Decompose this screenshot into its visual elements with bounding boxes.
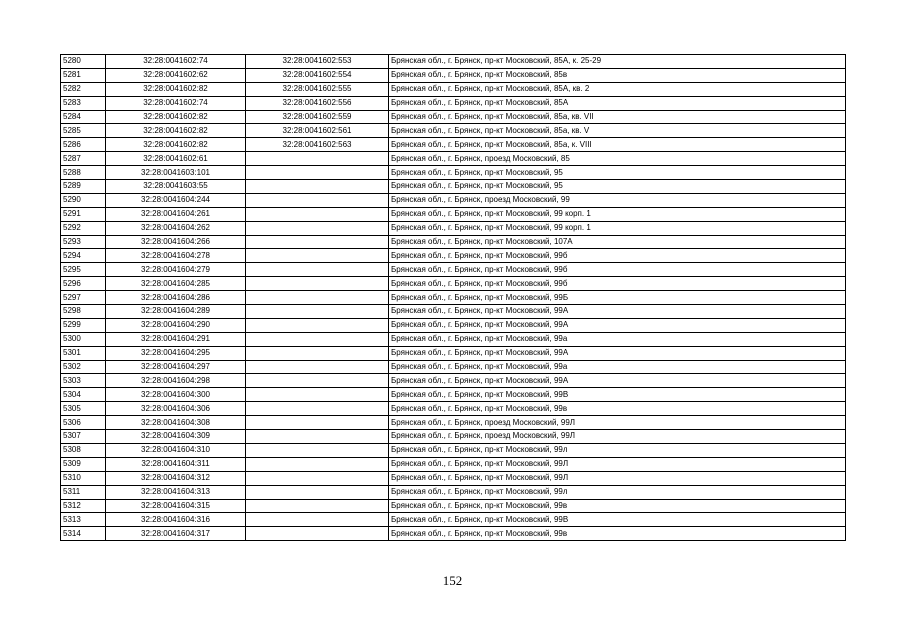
row-number-cell: 5312: [61, 499, 106, 513]
table-row: [61, 360, 846, 374]
address-cell: Брянская обл., г. Брянск, пр-кт Московский, 99а: [389, 332, 846, 346]
address-cell: Брянская обл., г. Брянск, пр-кт Московский, 85А, кв. 2: [389, 82, 846, 96]
page-number: 152: [442, 573, 463, 588]
table-row: [61, 82, 846, 96]
cadastral-number-cell: 32:28:0041604:262: [106, 221, 246, 235]
table-row: [61, 346, 846, 360]
address-cell: Брянская обл., г. Брянск, пр-кт Московский, 99л: [389, 443, 846, 457]
premises-cadastral-number-cell: [246, 416, 389, 430]
table-row: [61, 193, 846, 207]
premises-cadastral-number-cell: [246, 513, 389, 527]
premises-cadastral-number-cell: [246, 207, 389, 221]
cadastral-number-cell: 32:28:0041604:317: [106, 527, 246, 541]
row-number-cell: 5288: [61, 166, 106, 180]
row-number-cell: 5284: [61, 110, 106, 124]
table-row: [61, 305, 846, 319]
cadastral-number-cell: 32:28:0041604:244: [106, 193, 246, 207]
row-number-cell: 5297: [61, 291, 106, 305]
row-number-cell: 5280: [61, 55, 106, 69]
address-cell: Брянская обл., г. Брянск, пр-кт Московский, 99л: [389, 485, 846, 499]
row-number-cell: 5283: [61, 96, 106, 110]
address-cell: Брянская обл., г. Брянск, пр-кт Московский, 99б: [389, 263, 846, 277]
premises-cadastral-number-cell: [246, 263, 389, 277]
premises-cadastral-number-cell: [246, 277, 389, 291]
premises-cadastral-number-cell: [246, 221, 389, 235]
cadastral-number-cell: 32:28:0041604:308: [106, 416, 246, 430]
table-row: [61, 68, 846, 82]
row-number-cell: 5311: [61, 485, 106, 499]
row-number-cell: 5299: [61, 318, 106, 332]
row-number-cell: 5287: [61, 152, 106, 166]
premises-cadastral-number-cell: 32:28:0041602:559: [246, 110, 389, 124]
premises-cadastral-number-cell: 32:28:0041602:555: [246, 82, 389, 96]
row-number-cell: 5313: [61, 513, 106, 527]
row-number-cell: 5282: [61, 82, 106, 96]
premises-cadastral-number-cell: [246, 318, 389, 332]
address-cell: Брянская обл., г. Брянск, пр-кт Московский, 99б: [389, 277, 846, 291]
row-number-cell: 5295: [61, 263, 106, 277]
row-number-cell: 5293: [61, 235, 106, 249]
cadastral-number-cell: 32:28:0041602:74: [106, 96, 246, 110]
address-cell: Брянская обл., г. Брянск, пр-кт Московский, 85в: [389, 68, 846, 82]
cadastral-number-cell: 32:28:0041604:295: [106, 346, 246, 360]
cadastral-number-cell: 32:28:0041602:61: [106, 152, 246, 166]
address-cell: Брянская обл., г. Брянск, пр-кт Московский, 99А: [389, 318, 846, 332]
row-number-cell: 5285: [61, 124, 106, 138]
premises-cadastral-number-cell: [246, 402, 389, 416]
cadastral-number-cell: 32:28:0041604:290: [106, 318, 246, 332]
cadastral-number-cell: 32:28:0041604:279: [106, 263, 246, 277]
premises-cadastral-number-cell: 32:28:0041602:563: [246, 138, 389, 152]
cadastral-number-cell: 32:28:0041602:82: [106, 82, 246, 96]
table-row: [61, 277, 846, 291]
cadastral-number-cell: 32:28:0041604:315: [106, 499, 246, 513]
premises-cadastral-number-cell: 32:28:0041602:554: [246, 68, 389, 82]
cadastral-number-cell: 32:28:0041604:261: [106, 207, 246, 221]
row-number-cell: 5307: [61, 430, 106, 444]
cadastral-number-cell: 32:28:0041604:312: [106, 471, 246, 485]
premises-cadastral-number-cell: [246, 291, 389, 305]
address-cell: Брянская обл., г. Брянск, пр-кт Московский, 99Б: [389, 291, 846, 305]
table-row: [61, 138, 846, 152]
premises-cadastral-number-cell: [246, 430, 389, 444]
address-cell: Брянская обл., г. Брянск, пр-кт Московский, 99а: [389, 360, 846, 374]
address-cell: Брянская обл., г. Брянск, пр-кт Московский, 99Л: [389, 457, 846, 471]
address-cell: Брянская обл., г. Брянск, пр-кт Московский, 99В: [389, 513, 846, 527]
cadastral-number-cell: 32:28:0041602:82: [106, 138, 246, 152]
premises-cadastral-number-cell: [246, 374, 389, 388]
row-number-cell: 5302: [61, 360, 106, 374]
table-row: [61, 443, 846, 457]
row-number-cell: 5300: [61, 332, 106, 346]
premises-cadastral-number-cell: 32:28:0041602:561: [246, 124, 389, 138]
premises-cadastral-number-cell: [246, 471, 389, 485]
address-cell: Брянская обл., г. Брянск, проезд Московский, 99Л: [389, 416, 846, 430]
address-cell: Брянская обл., г. Брянск, пр-кт Московский, 99В: [389, 388, 846, 402]
premises-cadastral-number-cell: [246, 527, 389, 541]
row-number-cell: 5314: [61, 527, 106, 541]
row-number-cell: 5304: [61, 388, 106, 402]
address-cell: Брянская обл., г. Брянск, пр-кт Московский, 99б: [389, 249, 846, 263]
cadastral-number-cell: 32:28:0041602:82: [106, 124, 246, 138]
property-registry-table: [60, 54, 846, 541]
row-number-cell: 5290: [61, 193, 106, 207]
table-row: [61, 124, 846, 138]
table-row: [61, 180, 846, 194]
cadastral-number-cell: 32:28:0041603:101: [106, 166, 246, 180]
row-number-cell: 5281: [61, 68, 106, 82]
row-number-cell: 5309: [61, 457, 106, 471]
table-row: [61, 249, 846, 263]
premises-cadastral-number-cell: [246, 457, 389, 471]
address-cell: Брянская обл., г. Брянск, пр-кт Московский, 99А: [389, 346, 846, 360]
row-number-cell: 5286: [61, 138, 106, 152]
table-row: [61, 110, 846, 124]
table-row: [61, 374, 846, 388]
cadastral-number-cell: 32:28:0041604:289: [106, 305, 246, 319]
address-cell: Брянская обл., г. Брянск, пр-кт Московский, 85а, кв. VII: [389, 110, 846, 124]
premises-cadastral-number-cell: [246, 152, 389, 166]
table-row: [61, 235, 846, 249]
premises-cadastral-number-cell: [246, 346, 389, 360]
row-number-cell: 5303: [61, 374, 106, 388]
cadastral-number-cell: 32:28:0041604:266: [106, 235, 246, 249]
table-row: [61, 55, 846, 69]
cadastral-number-cell: 32:28:0041604:311: [106, 457, 246, 471]
address-cell: Брянская обл., г. Брянск, пр-кт Московский, 99А: [389, 305, 846, 319]
table-row: [61, 485, 846, 499]
cadastral-number-cell: 32:28:0041604:291: [106, 332, 246, 346]
premises-cadastral-number-cell: [246, 485, 389, 499]
address-cell: Брянская обл., г. Брянск, пр-кт Московский, 85а, к. VIII: [389, 138, 846, 152]
address-cell: Брянская обл., г. Брянск, пр-кт Московский, 85А: [389, 96, 846, 110]
row-number-cell: 5306: [61, 416, 106, 430]
cadastral-number-cell: 32:28:0041604:298: [106, 374, 246, 388]
table-row: [61, 388, 846, 402]
table-row: [61, 457, 846, 471]
premises-cadastral-number-cell: [246, 305, 389, 319]
premises-cadastral-number-cell: [246, 332, 389, 346]
registry-table-body: [61, 55, 846, 541]
address-cell: Брянская обл., г. Брянск, пр-кт Московский, 85а, кв. V: [389, 124, 846, 138]
cadastral-number-cell: 32:28:0041602:82: [106, 110, 246, 124]
table-row: [61, 318, 846, 332]
table-row: [61, 527, 846, 541]
row-number-cell: 5289: [61, 180, 106, 194]
cadastral-number-cell: 32:28:0041604:285: [106, 277, 246, 291]
cadastral-number-cell: 32:28:0041604:306: [106, 402, 246, 416]
row-number-cell: 5301: [61, 346, 106, 360]
table-row: [61, 402, 846, 416]
row-number-cell: 5294: [61, 249, 106, 263]
table-row: [61, 499, 846, 513]
table-row: [61, 513, 846, 527]
premises-cadastral-number-cell: 32:28:0041602:556: [246, 96, 389, 110]
address-cell: Брянская обл., г. Брянск, пр-кт Московский, 99в: [389, 527, 846, 541]
address-cell: Брянская обл., г. Брянск, пр-кт Московский, 95: [389, 166, 846, 180]
cadastral-number-cell: 32:28:0041604:300: [106, 388, 246, 402]
address-cell: Брянская обл., г. Брянск, пр-кт Московский, 99А: [389, 374, 846, 388]
address-cell: Брянская обл., г. Брянск, проезд Московский, 99Л: [389, 430, 846, 444]
cadastral-number-cell: 32:28:0041604:278: [106, 249, 246, 263]
cadastral-number-cell: 32:28:0041604:286: [106, 291, 246, 305]
address-cell: Брянская обл., г. Брянск, пр-кт Московский, 99в: [389, 402, 846, 416]
table-row: [61, 332, 846, 346]
row-number-cell: 5296: [61, 277, 106, 291]
table-row: [61, 263, 846, 277]
premises-cadastral-number-cell: [246, 166, 389, 180]
premises-cadastral-number-cell: [246, 235, 389, 249]
cadastral-number-cell: 32:28:0041604:309: [106, 430, 246, 444]
address-cell: Брянская обл., г. Брянск, проезд Московский, 99: [389, 193, 846, 207]
table-row: [61, 221, 846, 235]
address-cell: Брянская обл., г. Брянск, пр-кт Московский, 99 корп. 1: [389, 207, 846, 221]
row-number-cell: 5305: [61, 402, 106, 416]
table-row: [61, 471, 846, 485]
row-number-cell: 5292: [61, 221, 106, 235]
premises-cadastral-number-cell: [246, 180, 389, 194]
cadastral-number-cell: 32:28:0041604:313: [106, 485, 246, 499]
premises-cadastral-number-cell: [246, 499, 389, 513]
table-row: [61, 430, 846, 444]
row-number-cell: 5308: [61, 443, 106, 457]
table-row: [61, 96, 846, 110]
table-row: [61, 416, 846, 430]
address-cell: Брянская обл., г. Брянск, проезд Московский, 85: [389, 152, 846, 166]
address-cell: Брянская обл., г. Брянск, пр-кт Московский, 85А, к. 25-29: [389, 55, 846, 69]
premises-cadastral-number-cell: [246, 388, 389, 402]
premises-cadastral-number-cell: [246, 193, 389, 207]
premises-cadastral-number-cell: [246, 360, 389, 374]
cadastral-number-cell: 32:28:0041604:297: [106, 360, 246, 374]
cadastral-number-cell: 32:28:0041602:62: [106, 68, 246, 82]
address-cell: Брянская обл., г. Брянск, пр-кт Московский, 99 корп. 1: [389, 221, 846, 235]
address-cell: Брянская обл., г. Брянск, пр-кт Московский, 95: [389, 180, 846, 194]
cadastral-number-cell: 32:28:0041604:310: [106, 443, 246, 457]
premises-cadastral-number-cell: [246, 443, 389, 457]
table-row: [61, 207, 846, 221]
premises-cadastral-number-cell: 32:28:0041602:553: [246, 55, 389, 69]
premises-cadastral-number-cell: [246, 249, 389, 263]
cadastral-number-cell: 32:28:0041602:74: [106, 55, 246, 69]
address-cell: Брянская обл., г. Брянск, пр-кт Московский, 99Л: [389, 471, 846, 485]
table-row: [61, 166, 846, 180]
table-row: [61, 291, 846, 305]
cadastral-number-cell: 32:28:0041603:55: [106, 180, 246, 194]
address-cell: Брянская обл., г. Брянск, пр-кт Московский, 99в: [389, 499, 846, 513]
row-number-cell: 5298: [61, 305, 106, 319]
table-row: [61, 152, 846, 166]
address-cell: Брянская обл., г. Брянск, пр-кт Московский, 107А: [389, 235, 846, 249]
cadastral-number-cell: 32:28:0041604:316: [106, 513, 246, 527]
row-number-cell: 5291: [61, 207, 106, 221]
row-number-cell: 5310: [61, 471, 106, 485]
